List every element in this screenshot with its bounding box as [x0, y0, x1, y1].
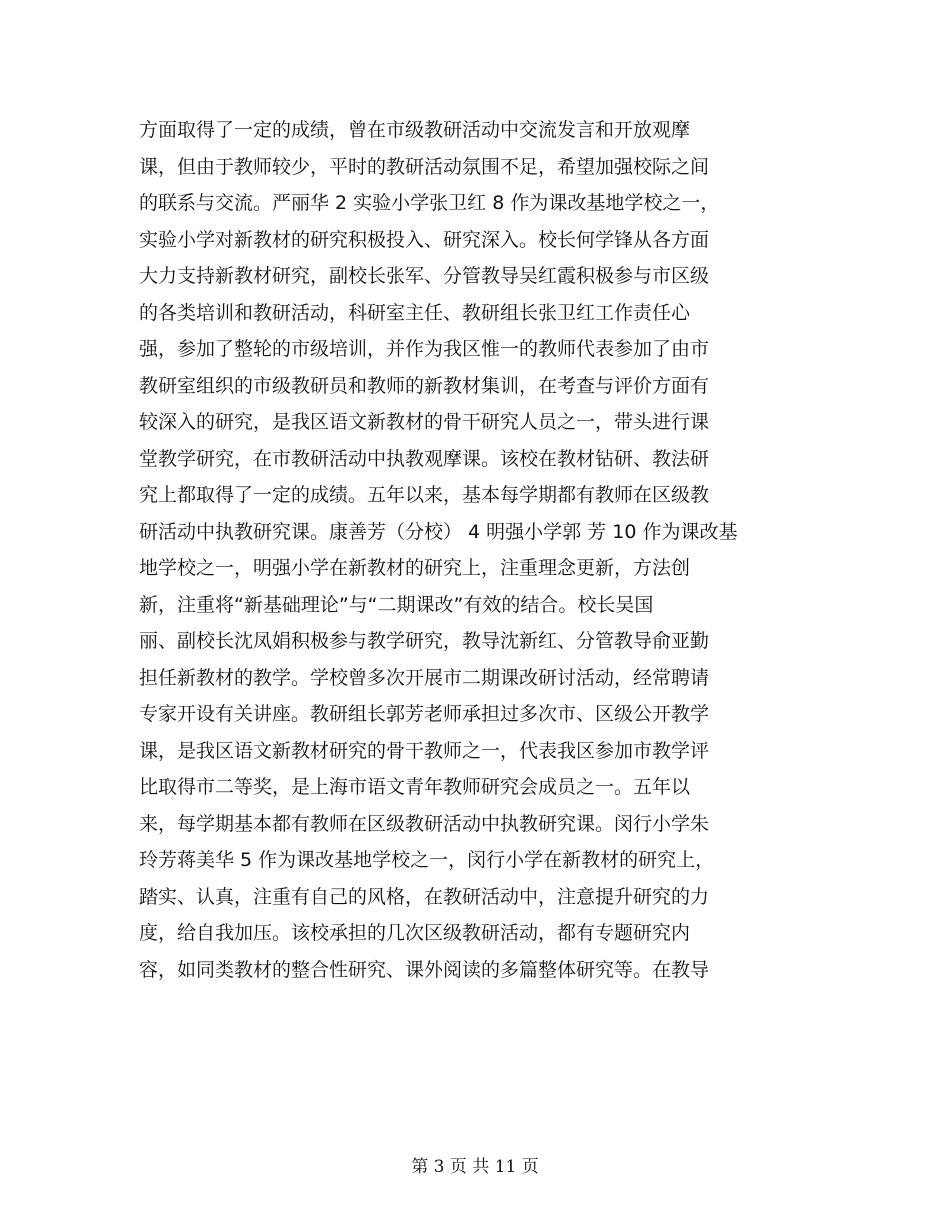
text-line: 研活动中执教研究课。康善芳（分校） 4 明强小学郭 芳 10 作为课改基 [139, 520, 738, 543]
text-line: 课，是我区语文新教材研究的骨干教师之一，代表我区参加市教学评 [139, 739, 710, 762]
text-line: 比取得市二等奖，是上海市语文青年教师研究会成员之一。五年以 [139, 776, 691, 798]
text-line: 堂教学研究，在市教研活动中执教观摩课。该校在教材钻研、教法研 [139, 447, 710, 470]
text-line: 究上都取得了一定的成绩。五年以来，基本每学期都有教师在区级教 [139, 484, 710, 506]
body-text [139, 112, 819, 988]
text-line: 实验小学对新教材的研究积极投入、研究深入。校长何学锋从各方面 [139, 228, 710, 251]
page-number-footer: 第 3 页 共 11 页 [411, 1157, 539, 1177]
text-line: 专家开设有关讲座。教研组长郭芳老师承担过多次市、区级公开教学 [139, 703, 710, 725]
text-line: 担任新教材的教学。学校曾多次开展市二期课改研讨活动，经常聘请 [139, 666, 710, 689]
text-line: 地学校之一，明强小学在新教材的研究上，注重理念更新，方法创 [139, 557, 691, 579]
text-line: 踏实、认真，注重有自己的风格，在教研活动中，注意提升研究的力 [139, 885, 710, 908]
text-line: 度，给自我加压。该校承担的几次区级教研活动，都有专题研究内 [139, 922, 691, 944]
text-line: 大力支持新教材研究，副校长张军、分管教导吴红霞积极参与市区级 [139, 265, 710, 287]
text-line: 课，但由于教师较少，平时的教研活动氛围不足，希望加强校际之间 [139, 155, 710, 178]
text-line: 丽、副校长沈凤娟积极参与教学研究，教导沈新红、分管教导俞亚勤 [139, 630, 710, 652]
text-line: 教研室组织的市级教研员和教师的新教材集训，在考查与评价方面有 [139, 374, 710, 397]
text-line: 较深入的研究，是我区语文新教材的骨干研究人员之一，带头进行课 [139, 411, 710, 433]
text-line: 玲芳蒋美华 5 作为课改基地学校之一，闵行小学在新教材的研究上， [139, 849, 715, 871]
text-line: 容，如同类教材的整合性研究、课外阅读的多篇整体研究等。在教导 [139, 958, 710, 981]
text-line: 的联系与交流。严丽华 2 实验小学张卫红 8 作为课改基地学校之一， [139, 192, 720, 214]
text-line: 新，注重将“新基础理论”与“二期课改”有效的结合。校长吴国 [139, 593, 654, 616]
text-line: 方面取得了一定的成绩，曾在市级教研活动中交流发言和开放观摩 [139, 119, 691, 141]
text-line: 来，每学期基本都有教师在区级教研活动中执教研究课。闵行小学朱 [139, 812, 710, 835]
text-line: 强，参加了整轮的市级培训，并作为我区惟一的教师代表参加了由市 [139, 338, 710, 360]
text-line: 的各类培训和教研活动，科研室主任、教研组长张卫红工作责任心 [139, 301, 691, 324]
